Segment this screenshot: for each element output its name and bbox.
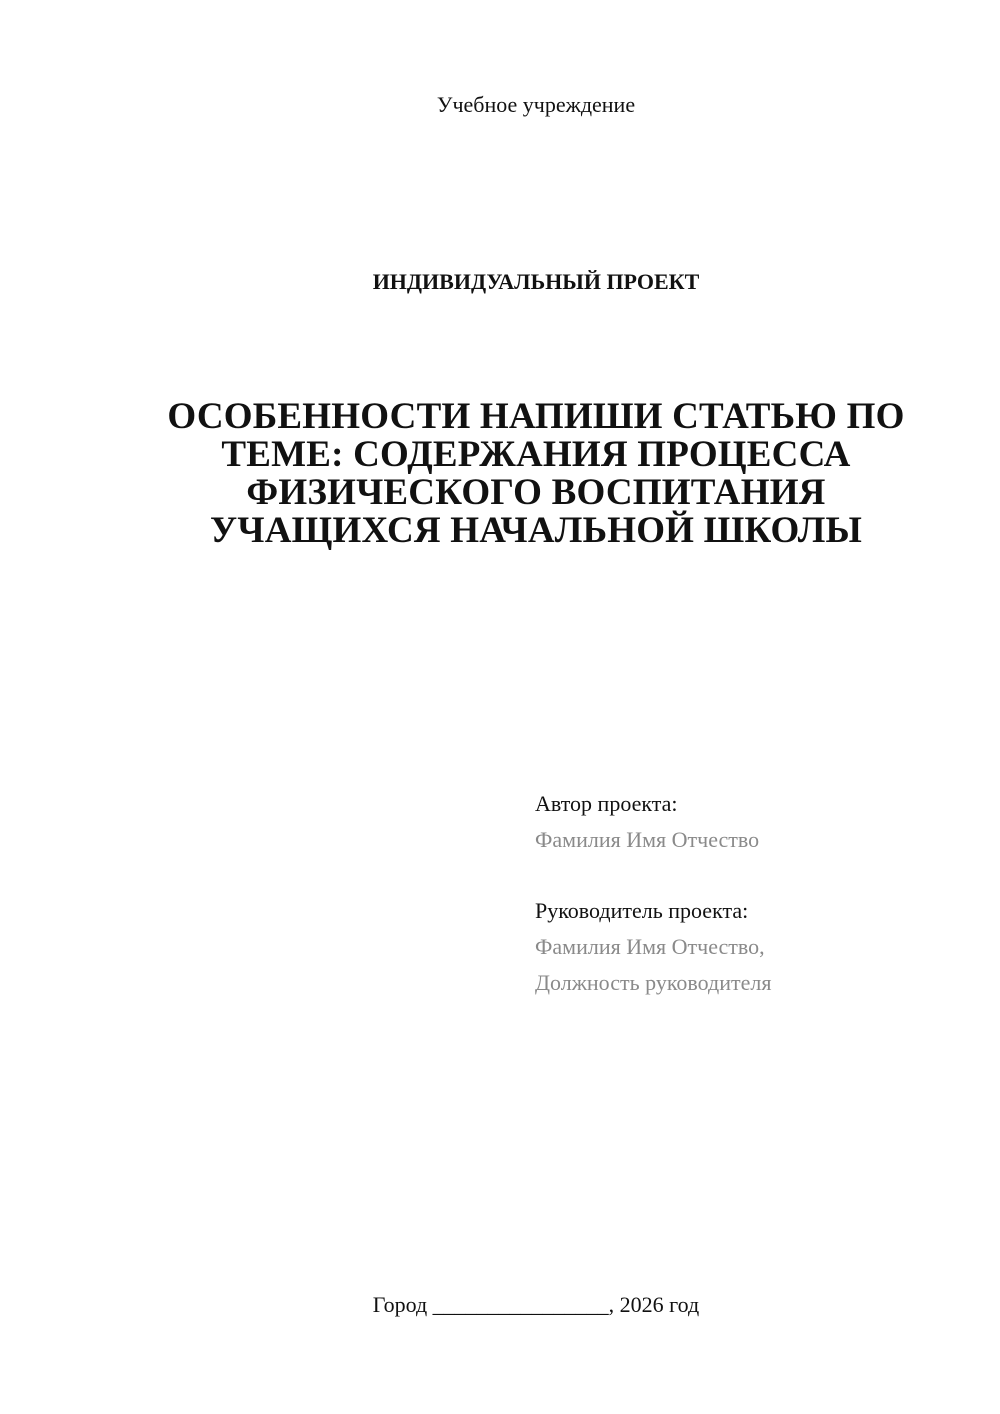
institution-name: Учебное учреждение — [436, 92, 636, 117]
title-line: ТЕМЕ: СОДЕРЖАНИЯ ПРОЦЕССА — [221, 434, 851, 475]
supervisor-position-placeholder: Должность руководителя — [535, 970, 772, 995]
author-name-placeholder: Фамилия Имя Отчество — [535, 827, 760, 852]
title-line: ФИЗИЧЕСКОГО ВОСПИТАНИЯ — [246, 472, 826, 513]
project-title — [140, 398, 932, 550]
author-label: Автор проекта: — [535, 791, 678, 816]
city-year-line: Город ________________, 2026 год — [372, 1292, 700, 1317]
author-block — [535, 786, 975, 858]
supervisor-name-placeholder: Фамилия Имя Отчество, — [535, 934, 765, 959]
document-type: ИНДИВИДУАЛЬНЫЙ ПРОЕКТ — [372, 269, 700, 294]
title-line: ОСОБЕННОСТИ НАПИШИ СТАТЬЮ ПО — [167, 396, 905, 437]
supervisor-label: Руководитель проекта: — [535, 898, 749, 923]
supervisor-block — [535, 893, 975, 1001]
title-line: УЧАЩИХСЯ НАЧАЛЬНОЙ ШКОЛЫ — [210, 510, 862, 551]
